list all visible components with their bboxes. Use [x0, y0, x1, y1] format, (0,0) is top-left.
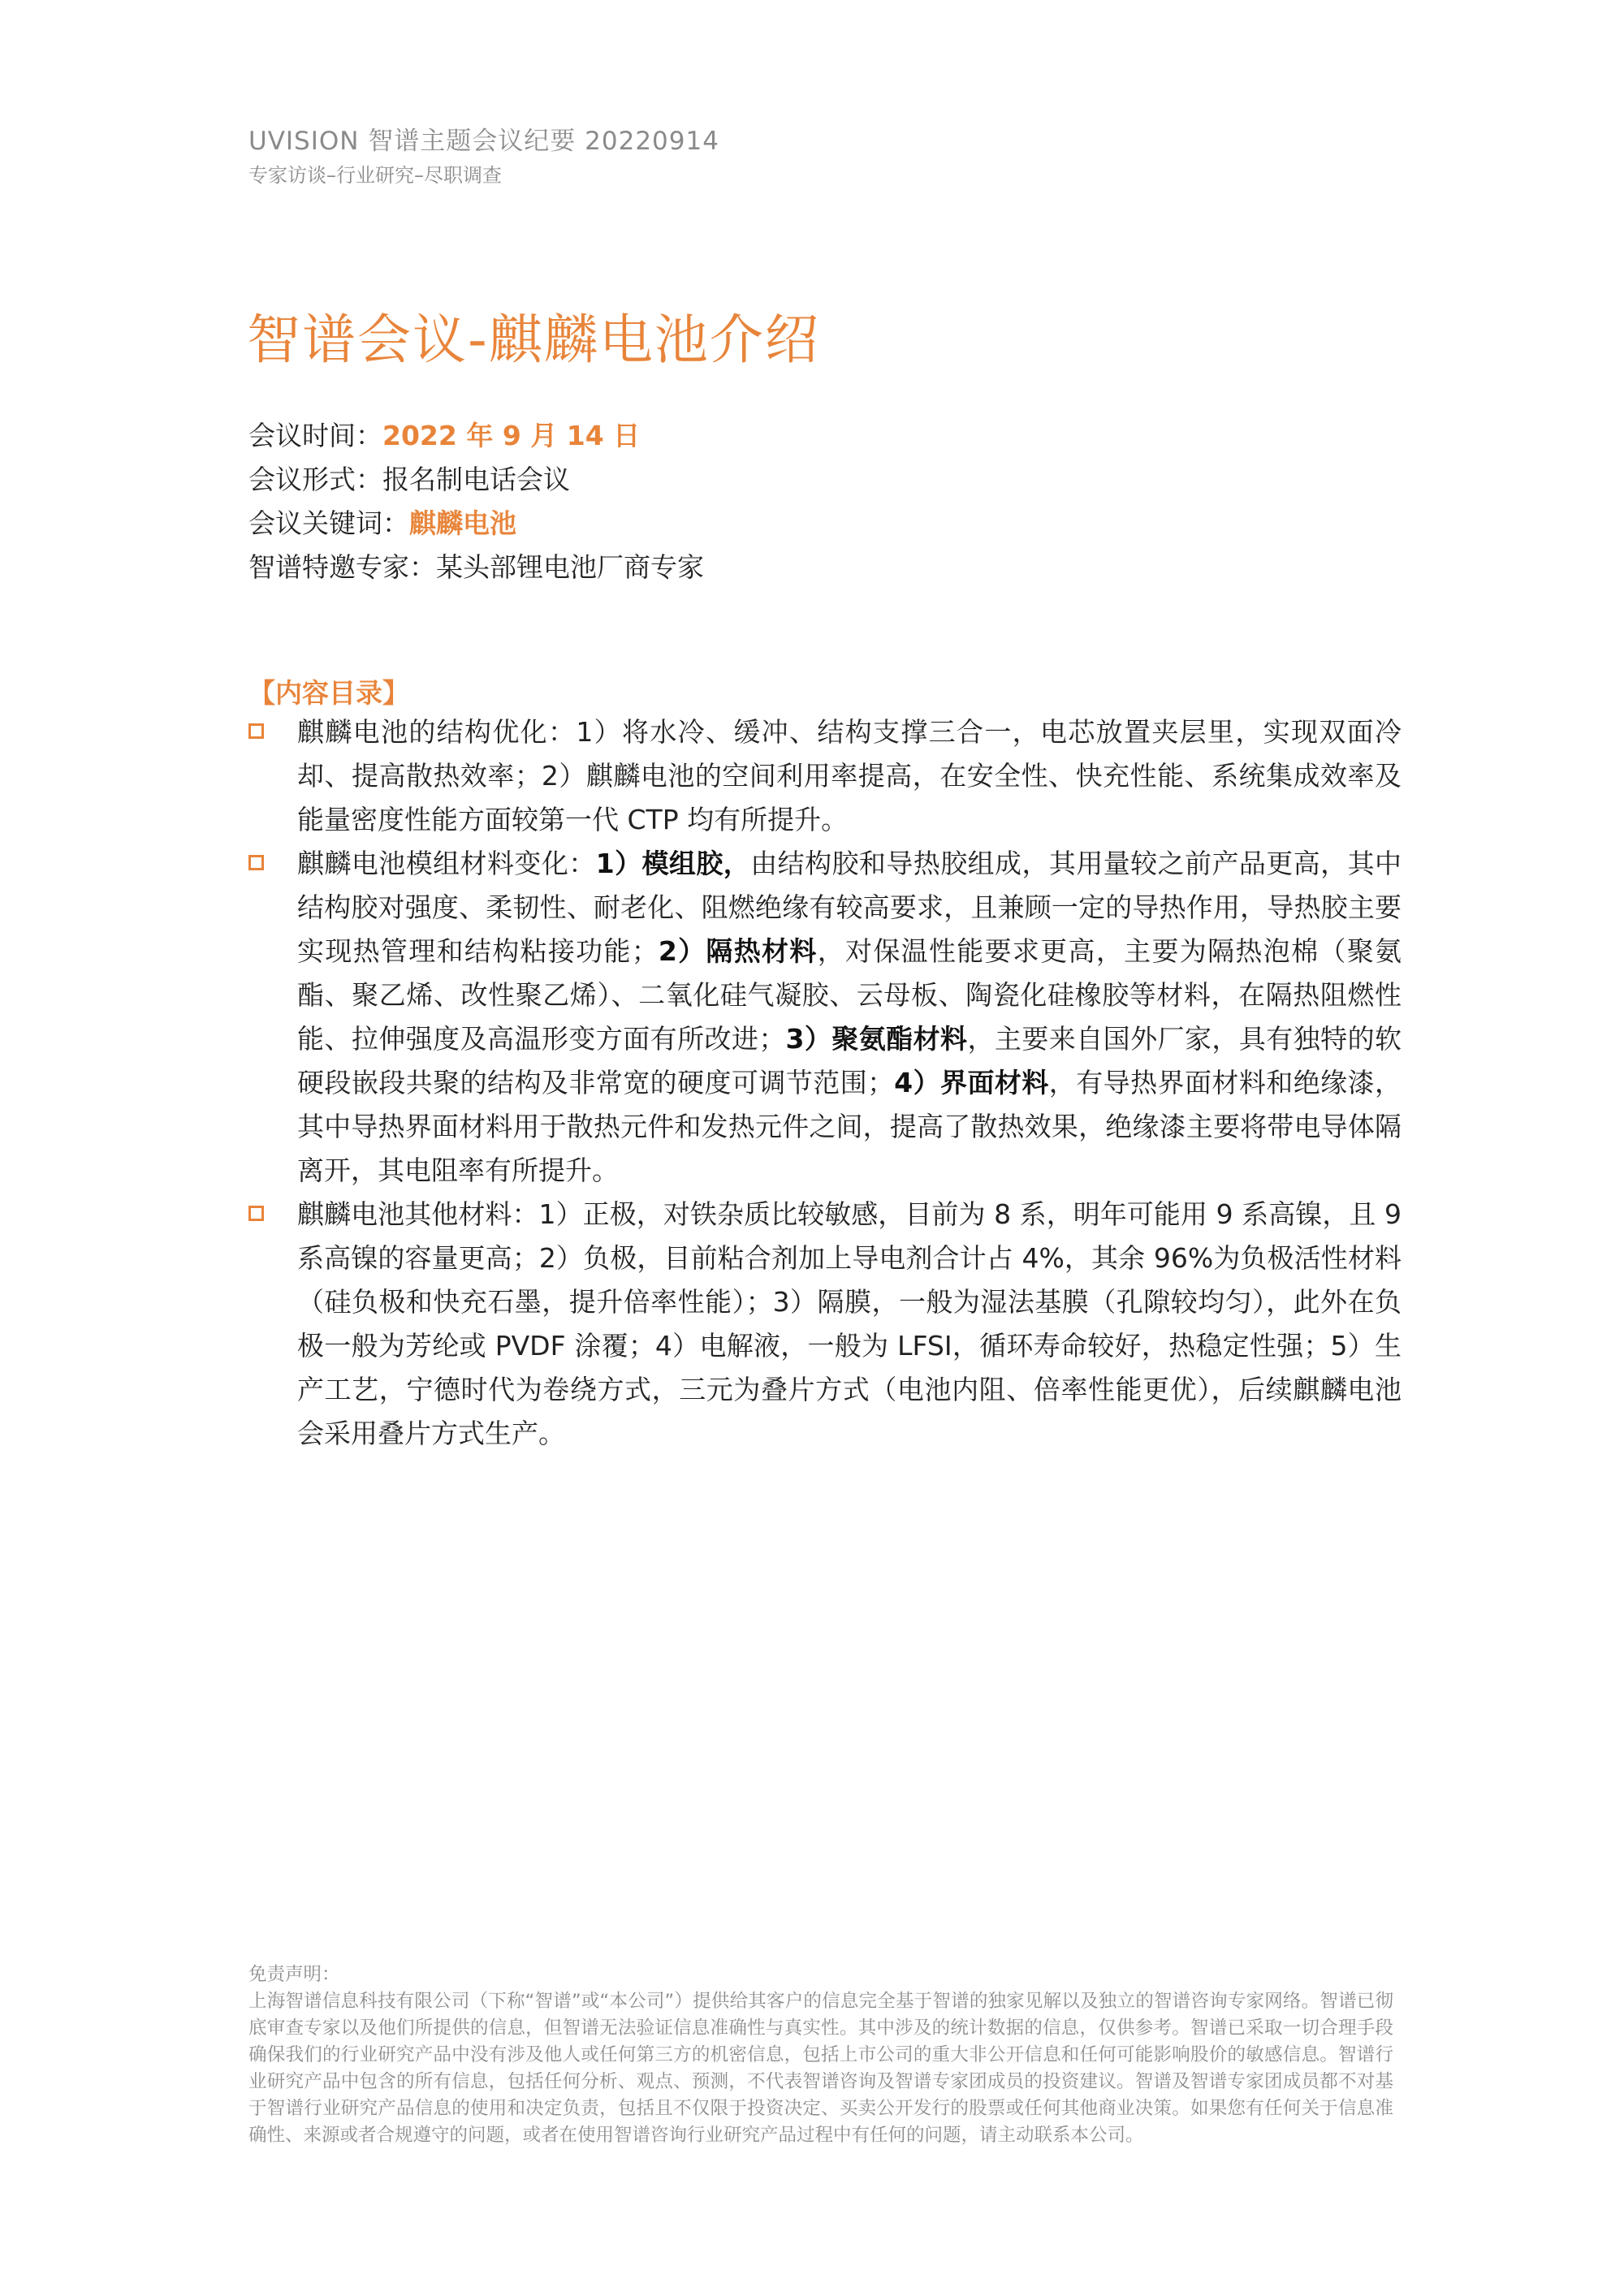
meeting-time-row [248, 414, 704, 458]
toc-item [248, 710, 1402, 842]
meeting-keyword-label: 会议关键词： [248, 507, 409, 539]
toc-item-text: 麒麟电池其他材料：1）正极，对铁杂质比较敏感，目前为 8 系，明年可能用 9 系高镍，且 9 系高镍的容量更高；2）负极，目前粘合剂加上导电剂合计占 4%，其余 96%为负极活性材料（硅负极和快充石墨，提升倍率性能）；3）隔膜，一般为湿法基膜（孔隙较均匀），此外在负极一般为芳纶或 PVDF 涂覆；4）电解液，一般为 LFSI，循环寿命较好，热稳定性强；5）生产工艺，宁德时代为卷绕方式，三元为叠片方式（电池内阻、倍率性能更优），后续麒麟电池会采用叠片方式生产。 [297, 1198, 1402, 1449]
toc-item-highlight: 4）界面材料 [894, 1067, 1049, 1098]
toc-item-text: 麒麟电池的结构优化：1）将水冷、缓冲、结构支撑三合一，电芯放置夹层里，实现双面冷却、提高散热效率；2）麒麟电池的空间利用率提高，在安全性、快充性能、系统集成效率及能量密度性能方面较第一代 CTP 均有所提升。 [297, 716, 1402, 835]
checkbox-bullet-icon [248, 1206, 264, 1221]
toc-item-text: 由结构胶和导热胶组成，其用量较之前产品更高，其中结构胶对强度、柔韧性、耐老化、阻燃绝缘有较高要求，且兼顾一定的导热作用，导热胶主要实现热管理和结构粘接功能； [297, 848, 1402, 967]
meeting-meta [248, 414, 704, 589]
meeting-expert-label: 智谱特邀专家： [248, 551, 436, 583]
disclaimer [248, 1962, 1393, 2149]
meeting-time-value: 2022 年 9 月 14 日 [382, 420, 641, 451]
checkbox-bullet-icon [248, 723, 264, 739]
header-sub-line: 专家访谈–行业研究–尽职调查 [248, 164, 502, 187]
toc-heading: 【内容目录】 [248, 677, 409, 709]
toc-item-text: 麒麟电池模组材料变化： [297, 848, 596, 879]
meeting-keyword-value: 麒麟电池 [409, 507, 516, 539]
meeting-expert-row [248, 546, 704, 589]
meeting-time-label: 会议时间： [248, 420, 382, 451]
meeting-format-label: 会议形式： [248, 464, 382, 495]
toc-item [248, 842, 1402, 1193]
toc-item-highlight: 1）模组胶， [595, 848, 751, 879]
disclaimer-title: 免责声明： [248, 1964, 340, 1985]
toc-item [248, 1193, 1402, 1456]
toc-item-text: ，对保温性能要求更高，主要为隔热泡棉（聚氨酯、聚乙烯、改性聚乙烯）、二氧化硅气凝胶、云母板、陶瓷化硅橡胶等材料，在隔热阻燃性能、拉伸强度及高温形变方面有所改进； [297, 935, 1402, 1055]
toc-item-text: ，主要来自国外厂家，具有独特的软硬段嵌段共聚的结构及非常宽的硬度可调节范围； [297, 1023, 1402, 1098]
meeting-format-row [248, 458, 704, 502]
document-title: 智谱会议-麒麟电池介绍 [247, 309, 820, 371]
meeting-expert-value: 某头部锂电池厂商专家 [436, 551, 704, 583]
header-brand-line: UVISION 智谱主题会议纪要 20220914 [248, 127, 719, 156]
toc-list [248, 710, 1402, 1456]
meeting-keyword-row [248, 502, 704, 546]
checkbox-bullet-icon [248, 855, 264, 870]
toc-item-highlight: 2）隔热材料 [658, 935, 818, 967]
toc-item-text: ，有导热界面材料和绝缘漆，其中导热界面材料用于散热元件和发热元件之间，提高了散热效果，绝缘漆主要将带电导体隔离开，其电阻率有所提升。 [297, 1067, 1402, 1186]
disclaimer-body: 上海智谱信息科技有限公司（下称“智谱”或“本公司”）提供给其客户的信息完全基于智谱的独家见解以及独立的智谱咨询专家网络。智谱已彻底审查专家以及他们所提供的信息，但智谱无法验证信息准确性与真实性。其中涉及的统计数据的信息，仅供参考。智谱已采取一切合理手段确保我们的行业研究产品中没有涉及他人或任何第三方的机密信息，包括上市公司的重大非公开信息和任何可能影响股价的敏感信息。智谱行业研究产品中包含的所有信息，包括任何分析、观点、预测，不代表智谱咨询及智谱专家团成员的投资建议。智谱及智谱专家团成员都不对基于智谱行业研究产品信息的使用和决定负责，包括且不仅限于投资决定、买卖公开发行的股票或任何其他商业决策。如果您有任何关于信息准确性、来源或者合规遵守的问题，或者在使用智谱咨询行业研究产品过程中有任何的问题，请主动联系本公司。 [248, 1991, 1393, 2146]
toc-item-highlight: 3）聚氨酯材料 [785, 1023, 968, 1055]
meeting-format-value: 报名制电话会议 [382, 464, 570, 495]
